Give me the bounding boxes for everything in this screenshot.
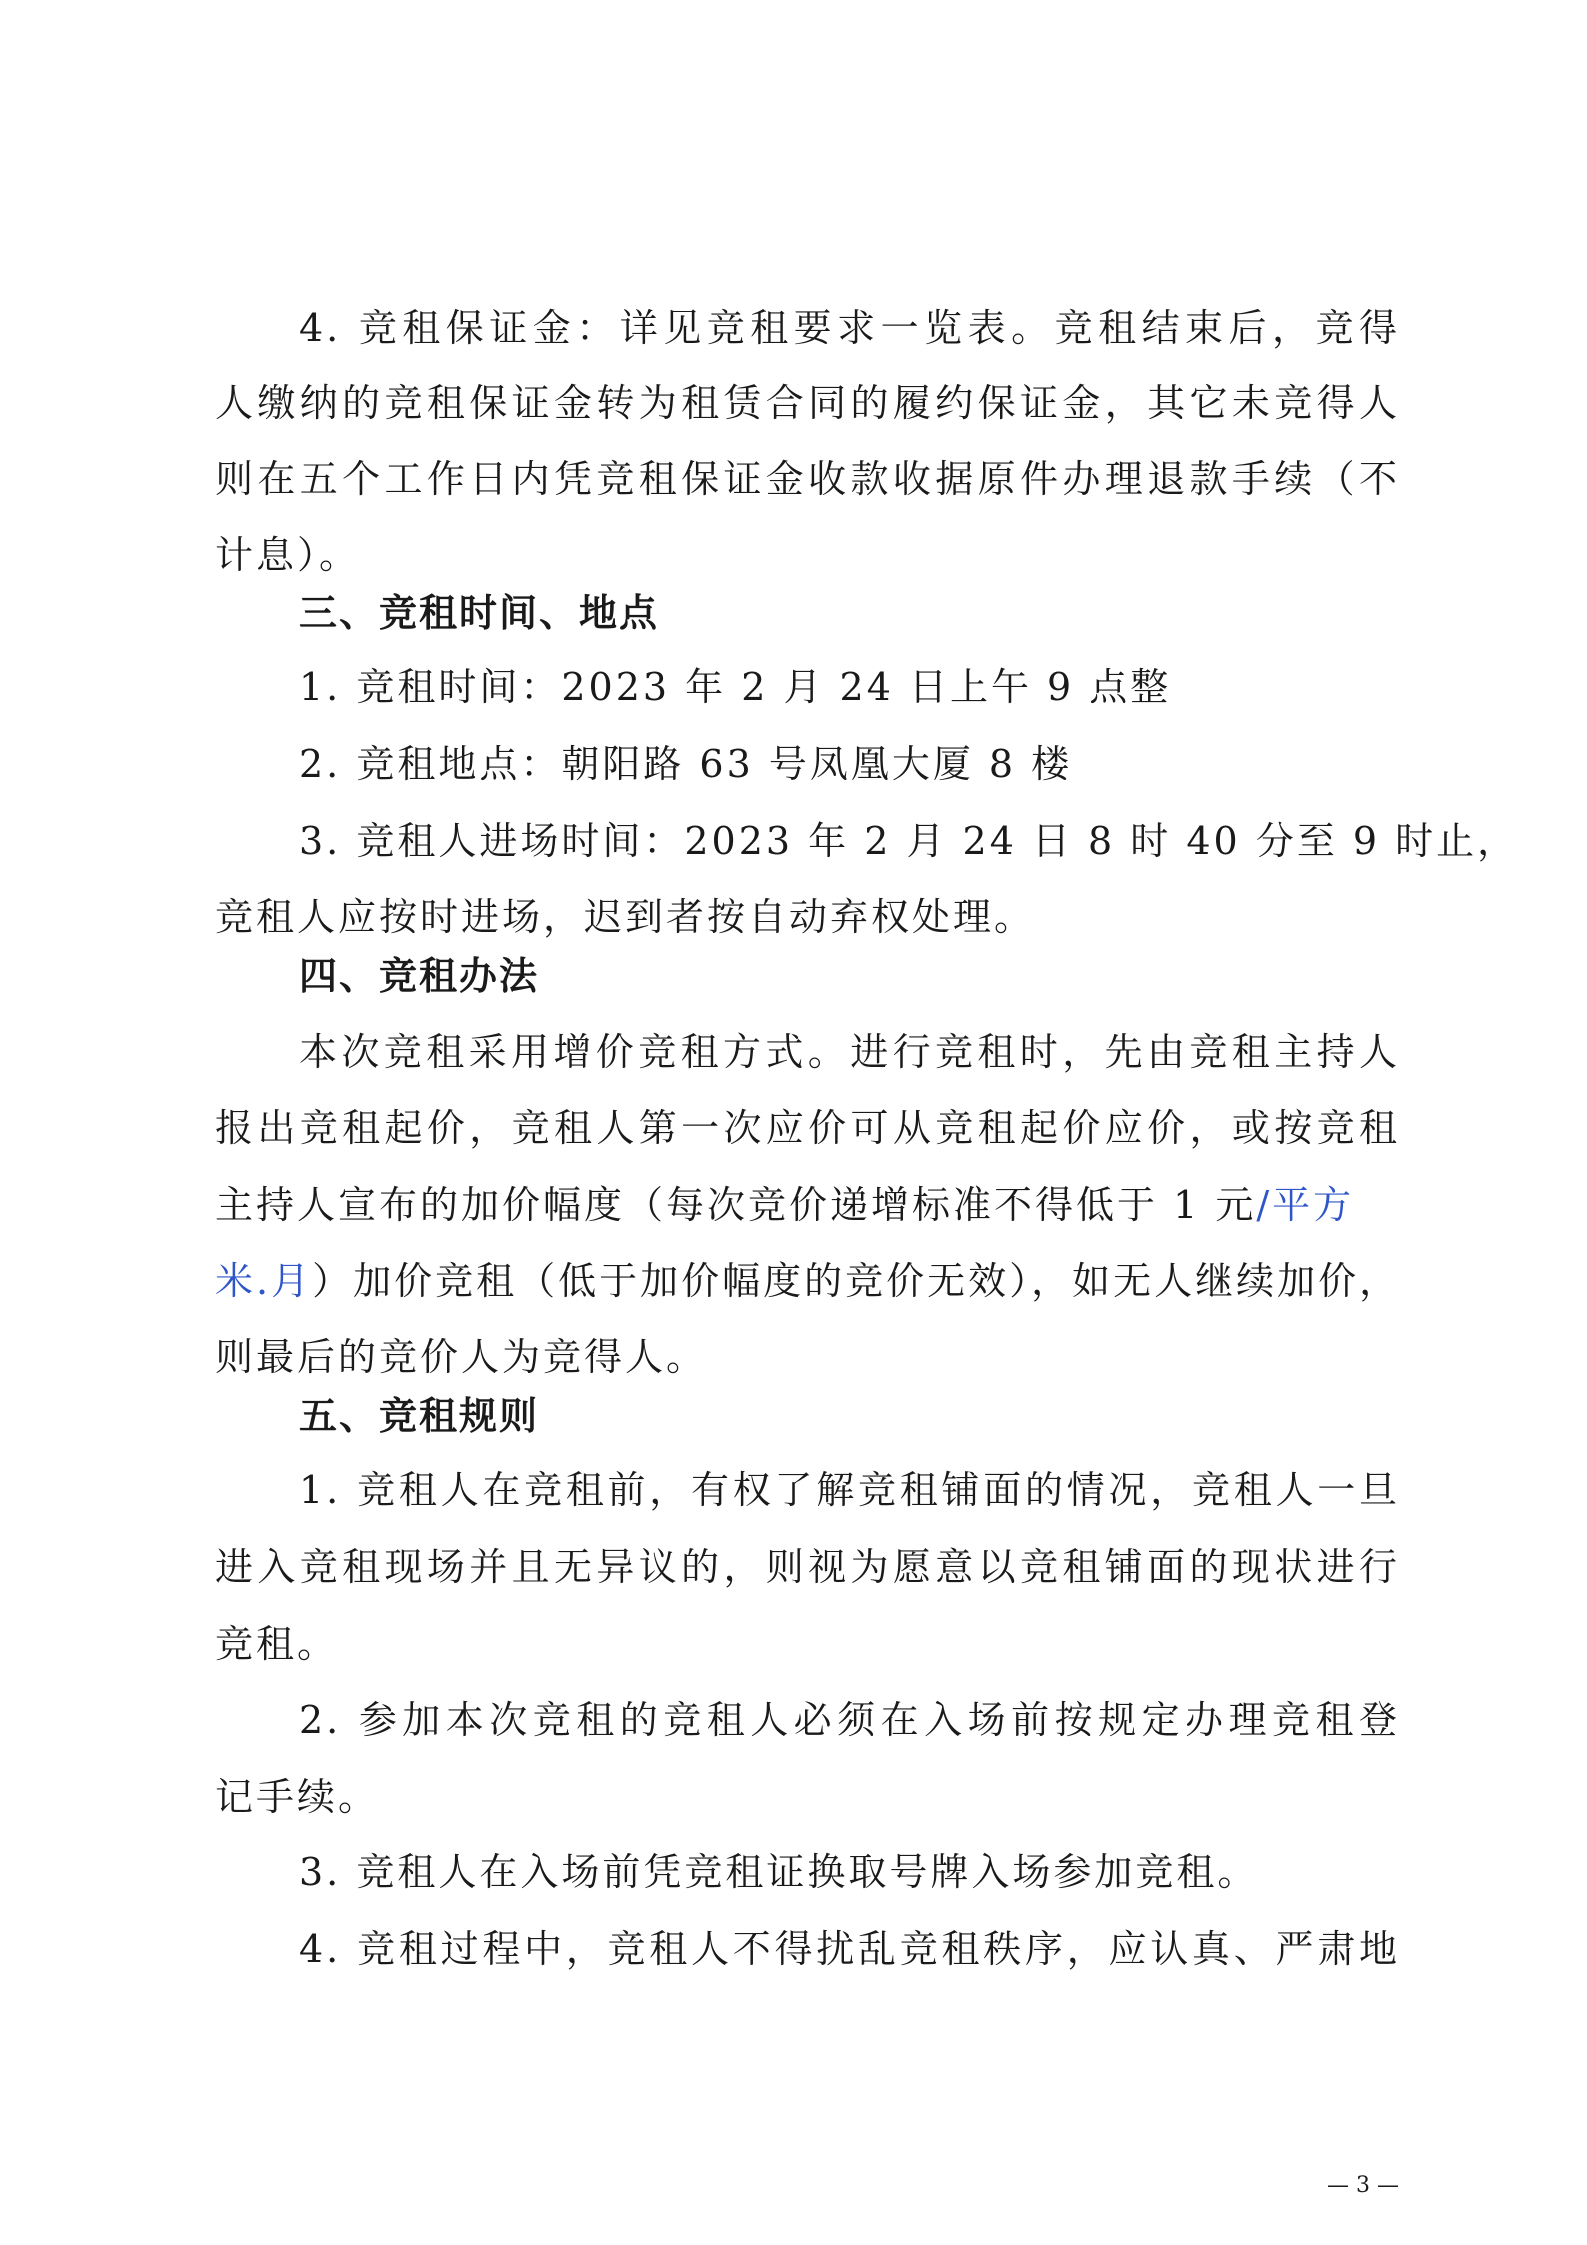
section-heading-rules: 五、竞租规则 [299, 1394, 540, 1438]
unit-highlight-square-meter: /平方 [1256, 1183, 1355, 1227]
method-line-4-text: ）加价竞租（低于加价幅度的竞价无效），如无人继续加价， [312, 1259, 1401, 1303]
rule-1-line-2: 进入竞租现场并且无异议的，则视为愿意以竞租铺面的现状进行 [215, 1545, 1400, 1589]
item-auction-time: 1. 竞租时间：2023 年 2 月 24 日上午 9 点整 [299, 665, 1172, 709]
rule-3: 3. 竞租人在入场前凭竞租证换取号牌入场参加竞租。 [299, 1850, 1259, 1894]
item-entry-time-line-1: 3. 竞租人进场时间：2023 年 2 月 24 日 8 时 40 分至 9 时止， [299, 819, 1519, 863]
item-auction-location: 2. 竞租地点：朝阳路 63 号凤凰大厦 8 楼 [299, 742, 1073, 786]
rule-4-line-1: 4. 竞租过程中，竞租人不得扰乱竞租秩序，应认真、严肃地 [299, 1927, 1400, 1971]
page-number: — 3 — [1327, 2173, 1399, 2198]
paragraph-method-line-1: 本次竞租采用增价竞租方式。进行竞租时，先由竞租主持人 [299, 1030, 1400, 1074]
paragraph-method-line-2: 报出竞租起价，竞租人第一次应价可从竞租起价应价，或按竞租 [215, 1106, 1400, 1150]
rule-1-line-3: 竞租。 [215, 1622, 339, 1666]
paragraph-method-line-4 [215, 1258, 1400, 1304]
rule-1-line-1: 1. 竞租人在竞租前，有权了解竞租铺面的情况，竞租人一旦 [299, 1468, 1400, 1512]
section-heading-method: 四、竞租办法 [299, 954, 540, 998]
paragraph-deposit-line-2: 人缴纳的竞租保证金转为租赁合同的履约保证金，其它未竞得人 [215, 381, 1400, 425]
section-heading-time-location: 三、竞租时间、地点 [299, 591, 660, 635]
paragraph-method-line-5: 则最后的竞价人为竞得人。 [215, 1335, 708, 1379]
rule-2-line-2: 记手续。 [215, 1775, 380, 1819]
paragraph-deposit-line-3: 则在五个工作日内凭竞租保证金收款收据原件办理退款手续（不 [215, 457, 1400, 501]
paragraph-deposit-line-1: 4. 竞租保证金：详见竞租要求一览表。竞租结束后，竞得 [299, 306, 1400, 350]
paragraph-method-line-3 [215, 1182, 1400, 1228]
method-line-3-text: 主持人宣布的加价幅度（每次竞价递增标准不得低于 1 元 [215, 1183, 1257, 1227]
paragraph-deposit-line-4: 计息）。 [215, 533, 361, 577]
rule-2-line-1: 2. 参加本次竞租的竞租人必须在入场前按规定办理竞租登 [299, 1698, 1400, 1742]
item-entry-time-line-2: 竞租人应按时进场，迟到者按自动弃权处理。 [215, 895, 1036, 939]
unit-highlight-month: 米.月 [215, 1259, 313, 1303]
